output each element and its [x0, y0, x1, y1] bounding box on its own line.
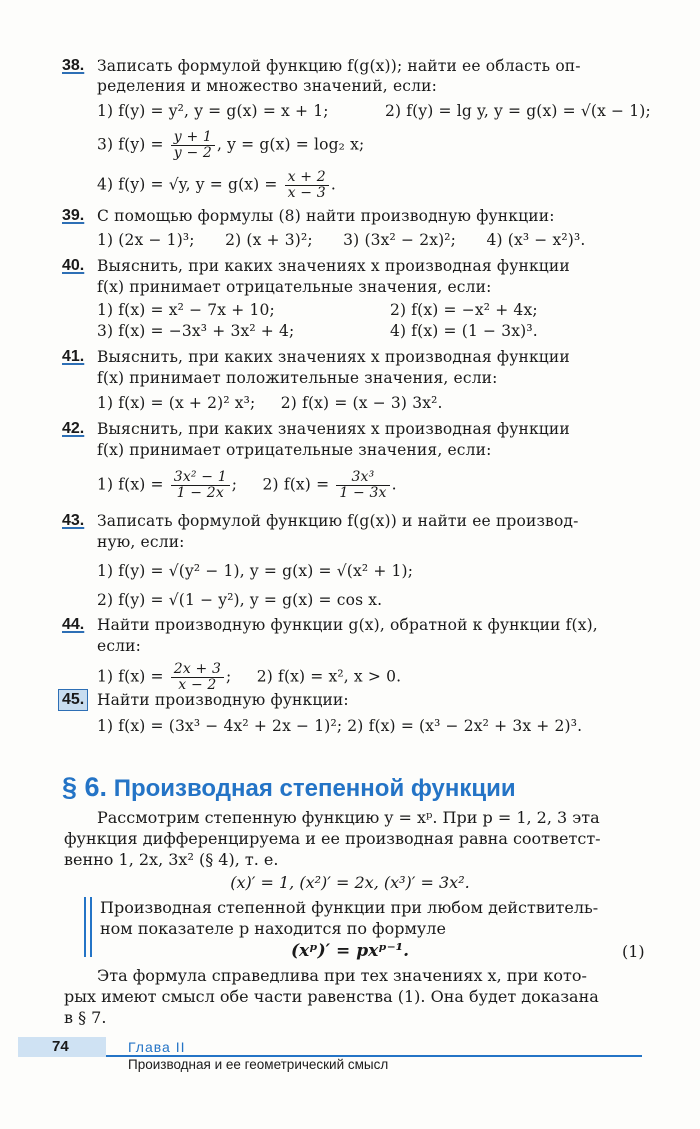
- exercise-38-option-1: 1) f(y) = y², y = g(x) = x + 1;: [97, 102, 329, 120]
- exercise-43-number: 43.: [62, 512, 85, 529]
- theorem-line: ном показателе p находится по формуле: [100, 919, 446, 938]
- numerator: x + 2: [285, 170, 329, 186]
- formula: (x)′ = 1, (x²)′ = 2x, (x³)′ = 3x².: [230, 873, 470, 892]
- paragraph-line: рых имеют смысл обе части равенства (1). Она будет доказана: [64, 987, 599, 1006]
- exercise-42-text: f(x) принимает отрицательные значения, если:: [97, 441, 492, 459]
- page-number: 74: [18, 1037, 106, 1057]
- theorem-line: Производная степенной функции при любом действитель-: [100, 898, 599, 917]
- exercise-40-number: 40.: [62, 257, 85, 274]
- exercise-40-text: Выяснить, при каких значениях x производная функции: [97, 257, 570, 275]
- exercise-38-text: ределения и множество значений, если:: [97, 77, 437, 95]
- option-text: 1) f(x) =: [97, 475, 164, 494]
- exercise-44-text: если:: [97, 637, 142, 655]
- exercise-39-number: 39.: [62, 207, 85, 224]
- numerator: 2x + 3: [171, 662, 224, 678]
- exercise-44-options: [97, 662, 401, 693]
- denominator: y − 2: [173, 145, 212, 161]
- exercise-41-text: Выяснить, при каких значениях x производная функции: [97, 348, 570, 366]
- paragraph-line: Эта формула справедлива при тех значениях x, при кото-: [97, 966, 587, 985]
- exercise-45-text: Найти производную функции:: [97, 691, 349, 709]
- exercise-41-number: 41.: [62, 348, 85, 365]
- option-text: .: [330, 175, 336, 194]
- exercise-38-option-3: [97, 130, 364, 161]
- exercise-38-text: Записать формулой функцию f(g(x)); найти ее область оп-: [97, 57, 581, 75]
- exercise-39-options: 1) (2x − 1)³; 2) (x + 3)²; 3) (3x² − 2x)²; 4) (x³ − x²)³.: [97, 231, 586, 249]
- option-text: 1) f(x) =: [97, 667, 164, 686]
- option-text: 3) f(y) =: [97, 135, 164, 154]
- exercise-40-option-4: 4) f(x) = (1 − 3x)³.: [390, 322, 538, 340]
- fraction: [285, 170, 329, 201]
- exercise-42-text: Выяснить, при каких значениях x производная функции: [97, 420, 570, 438]
- exercise-43-option-1: 1) f(y) = √(y² − 1), y = g(x) = √(x² + 1);: [97, 562, 414, 580]
- option-text: 4) f(y) = √y, y = g(x) =: [97, 175, 278, 194]
- denominator: 1 − 3x: [339, 485, 387, 501]
- section-sign: § 6.: [62, 772, 108, 802]
- exercise-40-option-3: 3) f(x) = −3x³ + 3x² + 4;: [97, 322, 295, 340]
- fraction: [171, 130, 215, 161]
- denominator: x − 2: [178, 677, 217, 693]
- paragraph-line: Рассмотрим степенную функцию y = xᵖ. При p = 1, 2, 3 эта: [97, 808, 600, 827]
- option-text: ;: [231, 475, 238, 494]
- exercise-44-text: Найти производную функции g(x), обратной к функции f(x),: [97, 616, 598, 634]
- exercise-44-number: 44.: [62, 616, 85, 633]
- exercise-39-text: С помощью формулы (8) найти производную функции:: [97, 207, 555, 225]
- exercise-40-option-1: 1) f(x) = x² − 7x + 10;: [97, 301, 275, 319]
- exercise-42-number: 42.: [62, 420, 85, 437]
- numerator: y + 1: [171, 130, 215, 146]
- exercise-38-option-4: [97, 170, 336, 201]
- exercise-43-option-2: 2) f(y) = √(1 − y²), y = g(x) = cos x.: [97, 591, 383, 609]
- fraction: [336, 470, 389, 501]
- exercise-38-option-2: 2) f(y) = lg y, y = g(x) = √(x − 1);: [385, 102, 651, 120]
- exercise-45-number: 45.: [59, 690, 87, 710]
- denominator: x − 3: [287, 185, 326, 201]
- chapter-label: Глава II: [128, 1039, 186, 1055]
- exercise-42-options: [97, 470, 397, 501]
- numerator: 3x³: [336, 470, 389, 486]
- chapter-subtitle: Производная и ее геометрический смысл: [128, 1057, 389, 1072]
- exercise-40-text: f(x) принимает отрицательные значения, если:: [97, 278, 492, 296]
- exercise-40-option-2: 2) f(x) = −x² + 4x;: [390, 301, 538, 319]
- option-text: , y = g(x) = log₂ x;: [216, 135, 365, 154]
- exercise-41-text: f(x) принимает положительные значения, если:: [97, 369, 498, 387]
- exercise-38-number: 38.: [62, 57, 85, 74]
- formula-number: (1): [622, 942, 645, 961]
- section-title: Производная степенной функции: [113, 775, 516, 802]
- exercise-41-options: 1) f(x) = (x + 2)² x³; 2) f(x) = (x − 3) 3x².: [97, 394, 443, 412]
- option-text: ; 2) f(x) = x², x > 0.: [226, 667, 402, 686]
- section-heading: [62, 772, 516, 803]
- main-formula: (xᵖ)′ = pxᵖ⁻¹.: [290, 941, 410, 961]
- exercise-45-options: 1) f(x) = (3x³ − 4x² + 2x − 1)²; 2) f(x) = (x³ − 2x² + 3x + 2)³.: [97, 717, 583, 735]
- paragraph-line: в § 7.: [64, 1008, 107, 1027]
- fraction: [171, 662, 224, 693]
- fraction: [171, 470, 230, 501]
- option-text: 2) f(x) =: [262, 475, 330, 494]
- option-text: .: [391, 475, 397, 494]
- paragraph-line: венно 1, 2x, 3x² (§ 4), т. е.: [64, 850, 279, 869]
- denominator: 1 − 2x: [176, 485, 224, 501]
- paragraph-line: функция дифференцируема и ее производная равна соответст-: [64, 829, 601, 848]
- exercise-43-text: Записать формулой функцию f(g(x)) и найти ее производ-: [97, 512, 579, 530]
- numerator: 3x² − 1: [171, 470, 230, 486]
- exercise-43-text: ную, если:: [97, 533, 185, 551]
